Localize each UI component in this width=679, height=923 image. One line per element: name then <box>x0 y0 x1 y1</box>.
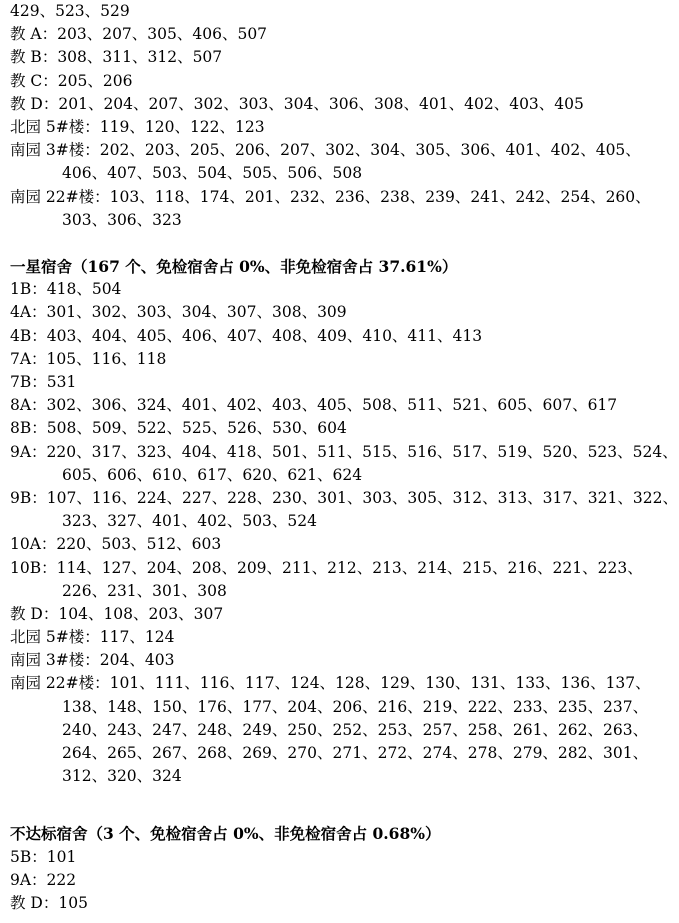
list-line-continued: 323、327、401、402、503、524 <box>62 512 318 531</box>
list-line: 9A：222 <box>10 870 77 889</box>
list-line: 4B：403、404、405、406、407、408、409、410、411、413 <box>10 326 483 345</box>
list-line: 8B：508、509、522、525、526、530、604 <box>10 419 347 438</box>
list-line-continued: 406、407、503、504、505、506、508 <box>62 164 363 183</box>
list-line: 教 B：308、311、312、507 <box>10 48 223 67</box>
list-line-continued: 226、231、301、308 <box>62 581 227 600</box>
section-one-star <box>10 255 678 788</box>
spacer <box>10 232 675 255</box>
list-line: 7A：105、116、118 <box>10 349 167 368</box>
spacer <box>10 788 675 822</box>
list-line: 教 C：205、206 <box>10 71 133 90</box>
list-line-continued: 312、320、324 <box>62 767 182 786</box>
list-line: 9A：220、317、323、404、418、501、511、515、516、517、519、520、523、524、 <box>10 442 678 461</box>
list-line: 南园 3#楼：204、403 <box>10 651 175 670</box>
section-substandard <box>10 822 675 915</box>
list-line: 南园 22#楼：101、111、116、117、124、128、129、130、131、133、136、137、 <box>10 674 651 693</box>
list-line-continued: 605、606、610、617、620、621、624 <box>62 465 363 484</box>
list-line-continued: 240、243、247、248、249、250、252、253、257、258、261、262、263、 <box>62 720 649 739</box>
section-top-list <box>10 0 675 232</box>
section-heading: 不达标宿舍（3 个、免检宿舍占 0%、非免检宿舍占 0.68%） <box>10 824 441 844</box>
list-line: 教 D：201、204、207、302、303、304、306、308、401、402、403、405 <box>10 94 584 113</box>
list-line-continued: 264、265、267、268、269、270、271、272、274、278、279、282、301、 <box>62 744 649 762</box>
list-line-continued: 138、148、150、176、177、204、206、216、219、222、233、235、237、 <box>62 697 649 716</box>
list-line: 4A：301、302、303、304、307、308、309 <box>10 303 347 322</box>
document-page <box>10 0 678 915</box>
list-line: 教 D：105 <box>10 893 88 912</box>
list-line: 8A：302、306、324、401、402、403、405、508、511、521、605、607、617 <box>10 396 618 415</box>
section-heading: 一星宿舍（167 个、免检宿舍占 0%、非免检宿舍占 37.61%） <box>10 257 458 277</box>
list-line: 5B：101 <box>10 847 77 866</box>
list-line: 10A：220、503、512、603 <box>10 535 222 554</box>
list-line: 9B：107、116、224、227、228、230、301、303、305、312、313、317、321、322、 <box>10 488 678 507</box>
list-line: 北园 5#楼：119、120、122、123 <box>10 117 265 136</box>
list-line: 南园 3#楼：202、203、205、206、207、302、304、305、306、401、402、405、 <box>10 141 641 160</box>
list-line: 北园 5#楼：117、124 <box>10 628 175 647</box>
list-line: 10B：114、127、204、208、209、211、212、213、214、215、216、221、223、 <box>10 558 643 577</box>
list-line-continued: 303、306、323 <box>62 210 182 229</box>
list-line: 教 D：104、108、203、307 <box>10 604 224 623</box>
list-line: 7B：531 <box>10 373 77 391</box>
list-line: 教 A：203、207、305、406、507 <box>10 25 268 44</box>
list-line: 429、523、529 <box>10 2 130 20</box>
list-line: 南园 22#楼：103、118、174、201、232、236、238、239、241、242、254、260、 <box>10 187 651 206</box>
list-line: 1B：418、504 <box>10 280 122 299</box>
